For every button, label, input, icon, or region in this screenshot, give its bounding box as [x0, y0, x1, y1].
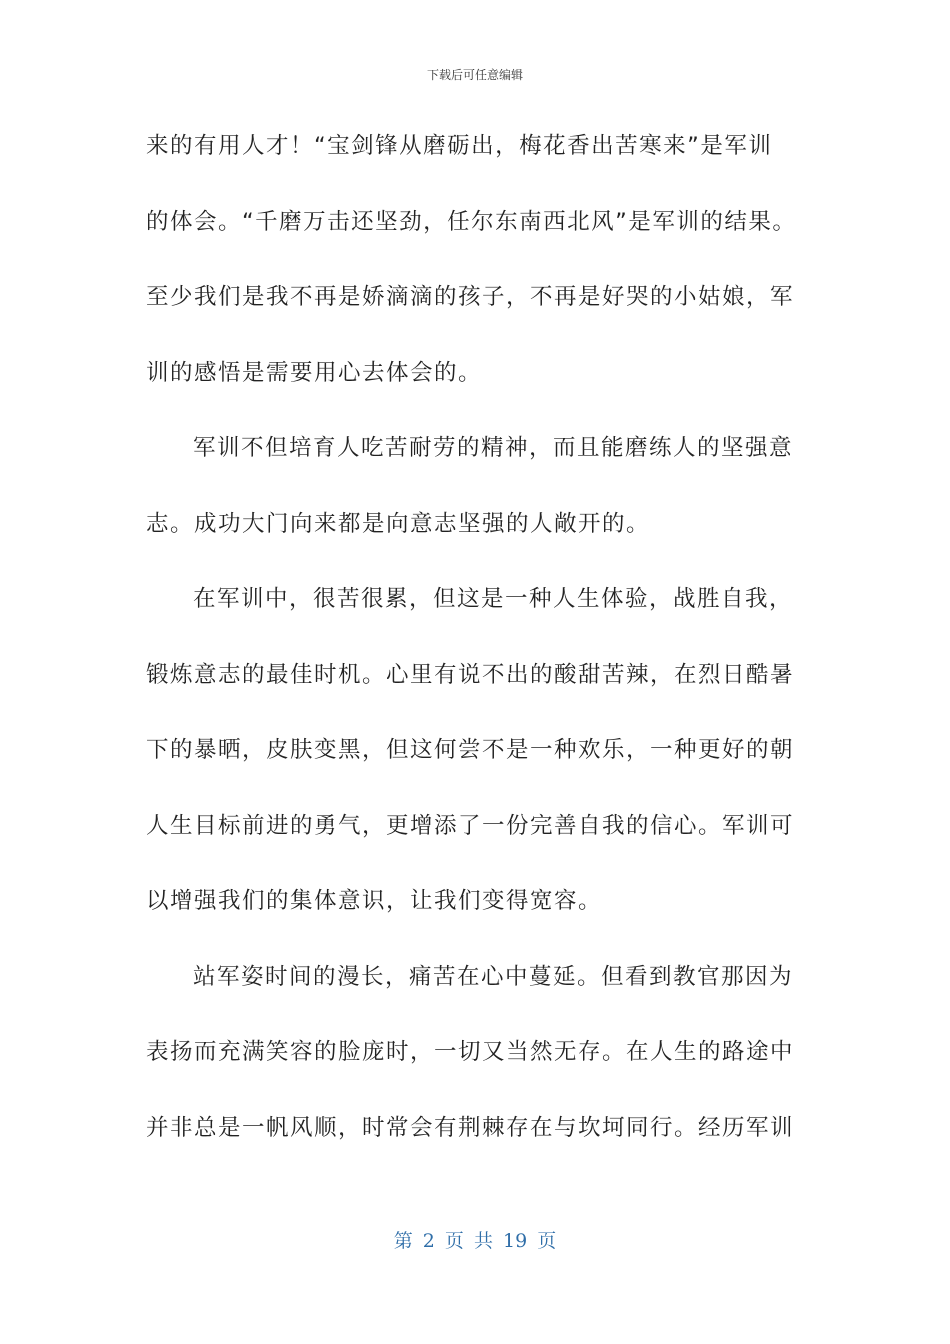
text-line: 表扬而充满笑容的脸庞时，一切又当然无存。在人生的路途中	[146, 1039, 795, 1065]
page-number-footer: 第 2 页 共 19 页	[393, 1230, 557, 1252]
paragraph-first-line: 军训不但培育人吃苦耐劳的精神，而且能磨练人的坚强意	[193, 435, 794, 461]
text-line: 并非总是一帆风顺，时常会有荆棘存在与坎坷同行。经历军训	[146, 1114, 795, 1141]
text-line: 至少我们是我不再是娇滴滴的孩子，不再是好哭的小姑娘，军	[146, 284, 795, 310]
text-line: 人生目标前进的勇气，更增添了一份完善自我的信心。军训可	[146, 812, 795, 839]
page-header: 下载后可任意编辑	[426, 68, 523, 82]
text-line: 来的有用人才！“宝剑锋从磨砺出，梅花香出苦寒来”是军训	[146, 133, 773, 159]
paragraph-first-line: 在军训中，很苦很累，但这是一种人生体验，战胜自我，	[193, 586, 794, 612]
text-line: 的体会。“千磨万击还坚劲，任尔东南西北风”是军训的结果。	[146, 208, 797, 235]
document-body	[146, 120, 816, 1177]
text-line: 锻炼意志的最佳时机。心里有说不出的酸甜苦辣，在烈日酷暑	[146, 661, 795, 688]
text-line: 志。成功大门向来都是向意志坚强的人敞开的。	[146, 510, 651, 537]
text-line: 训的感悟是需要用心去体会的。	[146, 359, 483, 386]
paragraph-first-line: 站军姿时间的漫长，痛苦在心中蔓延。但看到教官那因为	[193, 963, 794, 990]
text-line: 以增强我们的集体意识，让我们变得宽容。	[146, 888, 603, 914]
text-line: 下的暴晒，皮肤变黑，但这何尝不是一种欢乐，一种更好的朝	[146, 737, 795, 763]
